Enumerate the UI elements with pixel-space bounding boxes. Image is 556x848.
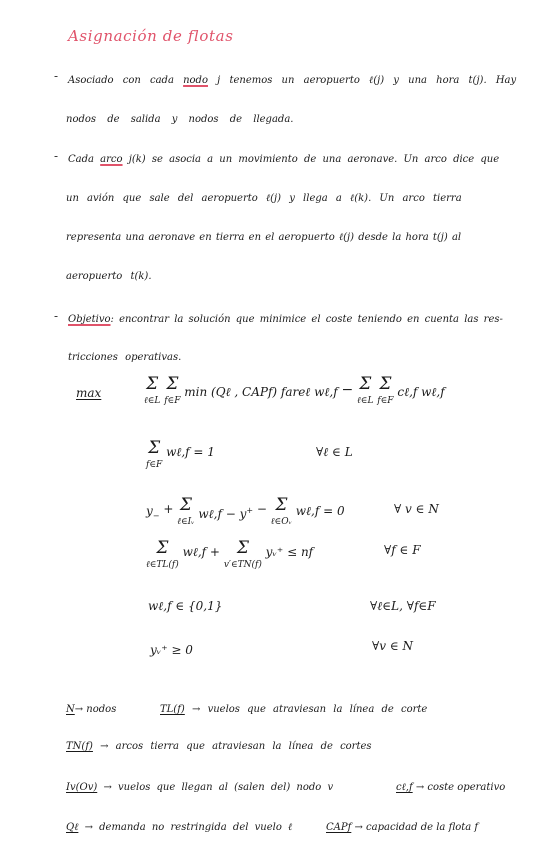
bullet-2: - [54, 149, 59, 163]
legend-c-desc: → coste operativo [415, 782, 506, 793]
c1-sum: Σ f∈F [146, 438, 163, 470]
constraint-assignment [146, 440, 215, 471]
legend-tn [66, 741, 372, 753]
c2-lead: $y_-$ [146, 504, 160, 521]
objective-sum-2: Σ f∈F [164, 374, 181, 406]
p1-term-nodo: nodo [183, 75, 208, 86]
paragraph-1-line-2: nodos de salida y nodos de llegada. [66, 114, 294, 125]
legend-capacity [326, 822, 478, 834]
p3-term-objetivo: Objetivo [68, 314, 111, 325]
p1-text-b: j tenemos un aeropuerto ℓ(j) y una hora t(j). Hay [217, 75, 517, 86]
bullet-3: - [54, 309, 59, 323]
legend-cost [396, 782, 505, 794]
legend-cap-symbol: CAPf [326, 822, 352, 833]
legend-tl-desc: → vuelos que atraviesan la línea de corte [192, 704, 428, 715]
c1-body: wℓ,f = 1 [166, 445, 215, 459]
c3-body-2: yᵥ⁺ ≤ nf [265, 545, 314, 559]
legend-n-desc: → nodos [74, 704, 117, 715]
legend-demand [66, 822, 292, 834]
paragraph-1-line-1 [68, 75, 516, 87]
c4-domain: ∀ℓ∈L, ∀f∈F [370, 599, 436, 613]
objective-sum-1: Σ ℓ∈L [144, 374, 161, 406]
legend-tn-symbol: TN(f) [66, 741, 93, 752]
legend-q-symbol: Qℓ [66, 822, 79, 833]
paragraph-2-line-3: representa una aeronave en tierra en el aeropuerto ℓ(j) desde la hora t(j) al [66, 232, 462, 243]
legend-q-desc: → demanda no restringida del vuelo ℓ [84, 822, 293, 833]
c2-plus: + [163, 502, 174, 516]
p2-text-b: j(k) se asocia a un movimiento de una aeronave. Un arco dice que [128, 154, 500, 165]
objective-sum-3: Σ ℓ∈L [357, 374, 374, 406]
legend-c-symbol: cℓ,f [396, 782, 413, 793]
objective-minus: − [341, 382, 354, 398]
c3-sum: Σ ℓ∈TL(f) [146, 538, 179, 570]
c2-minus: − [256, 502, 267, 516]
c3-body: wℓ,f + [182, 545, 220, 559]
legend-io-desc: → vuelos que llegan al (salen del) nodo v [103, 782, 334, 793]
legend-io-symbol: Iv(Ov) [66, 782, 98, 793]
c2-domain: ∀ v ∈ N [394, 502, 439, 516]
constraint-binary: wℓ,f ∈ {0,1} [148, 599, 223, 613]
page-title: Asignación de flotas [68, 27, 234, 45]
bullet-1: - [54, 69, 59, 83]
legend-tl [160, 704, 427, 716]
paragraph-2-line-1 [68, 154, 499, 166]
c3-sum-2: Σ v′∈TN(f) [223, 538, 262, 570]
c2-body: wℓ,f − y+ [198, 506, 254, 521]
max-label: max [76, 386, 102, 400]
legend-cap-desc: → capacidad de la flota f [354, 822, 479, 833]
constraint-fleet-count [146, 540, 313, 571]
constraint-flow-balance [146, 497, 345, 528]
paragraph-3-line-1 [68, 314, 503, 326]
objective-cost-term: cℓ,f wℓ,f [397, 385, 445, 399]
c2-sum-2: Σ ℓ∈Oᵥ [270, 495, 292, 527]
legend-io [66, 782, 333, 794]
constraint-nonnegative: yᵥ⁺ ≥ 0 [150, 643, 193, 657]
p3-text-b: : encontrar la solución que minimice el coste teniendo en cuenta las res- [110, 314, 503, 325]
legend-nodes [66, 704, 116, 716]
c2-body-2: wℓ,f = 0 [295, 504, 345, 518]
c1-domain: ∀ℓ ∈ L [316, 445, 353, 459]
legend-n-symbol: N [66, 704, 75, 715]
legend-tl-symbol: TL(f) [160, 704, 185, 715]
p2-text-cada: Cada [68, 154, 94, 165]
c3-domain: ∀f ∈ F [384, 543, 421, 557]
c5-domain: ∀v ∈ N [372, 639, 414, 653]
c2-sum: Σ ℓ∈Iᵥ [177, 495, 195, 527]
p2-term-arco: arco [100, 154, 123, 165]
paragraph-2-line-2: un avión que sale del aeropuerto ℓ(j) y llega a ℓ(k). Un arco tierra [66, 193, 462, 204]
objective-revenue-term: min (Qℓ , CAPf) fareℓ wℓ,f [184, 385, 338, 399]
paragraph-3-line-2: tricciones operativas. [68, 352, 182, 363]
paragraph-2-line-4: aeropuerto t(k). [66, 271, 152, 282]
legend-tn-desc: → arcos tierra que atraviesan la línea de cortes [100, 741, 372, 752]
p1-text-a: Asociado con cada [68, 75, 174, 86]
objective-sum-4: Σ f∈F [377, 374, 394, 406]
objective-function [144, 376, 445, 407]
